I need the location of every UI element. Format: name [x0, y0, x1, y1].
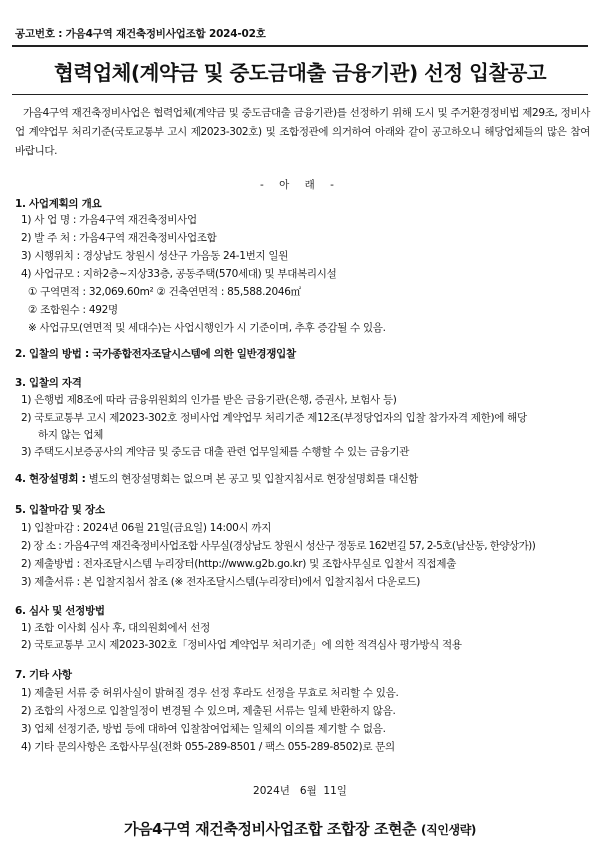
section-1-subitem: ② 조합원수 : 492명	[28, 304, 118, 316]
section-7-item: 2) 조합의 사정으로 입찰일정이 변경될 수 있으며, 제출된 서류는 일체 반환하지 않음.	[21, 705, 396, 717]
section-3-item: 2) 국토교통부 고시 제2023-302호 정비사업 계약업무 처리기준 제12조(부정당업자의 입찰 참가자격 제한)에 해당	[21, 412, 527, 424]
signatory: 가음4구역 재건축정비사업조합 조합장 조현춘	[124, 820, 417, 838]
section-4-text: 별도의 현장설명회는 없으며 본 공고 및 입찰지침서로 현장설명회를 대신함	[85, 473, 419, 485]
intro-paragraph	[15, 104, 590, 161]
section-3-item: 1) 은행법 제8조에 따라 금융위원회의 인가를 받은 금융기관(은행, 증권사, 보험사 등)	[21, 394, 397, 406]
section-5-item: 2) 제출방법 : 전자조달시스템 누리장터(http://www.g2b.go.kr) 및 조합사무실로 입찰서 직접제출	[21, 558, 457, 570]
title-bottom-rule	[12, 94, 588, 95]
section-4-label: 4. 현장설명회 :	[15, 473, 86, 485]
section-1-heading: 1. 사업계획의 개요	[15, 198, 102, 210]
section-7-item: 3) 업체 선정기준, 방법 등에 대하여 입찰참여업체는 일체의 이의를 제기할 수 없음.	[21, 723, 386, 735]
section-6-item: 1) 조합 이사회 심사 후, 대의원회에서 선정	[21, 622, 210, 634]
section-1-item: 3) 시행위치 : 경상남도 창원시 성산구 가음동 24-1번지 일원	[21, 250, 289, 262]
seal-note: (직인생략)	[421, 823, 476, 837]
section-3-item: 3) 주택도시보증공사의 계약금 및 중도금 대출 관련 업무일체를 수행할 수 있는 금융기관	[21, 446, 410, 458]
section-separator: - 아 래 -	[260, 179, 340, 191]
section-1-item: 4) 사업규모 : 지하2층~지상33층, 공동주택(570세대) 및 부대복리시설	[21, 268, 337, 280]
section-5-item: 3) 제출서류 : 본 입찰지침서 참조 (※ 전자조달시스템(누리장터)에서 입찰지침서 다운로드)	[21, 576, 421, 588]
section-1-item: 2) 발 주 처 : 가음4구역 재건축정비사업조합	[21, 232, 217, 244]
section-6-item: 2) 국토교통부 고시 제2023-302호「정비사업 계약업무 처리기준」에 의한 적격심사 평가방식 적용	[21, 639, 462, 651]
section-3-item-continued: 하지 않는 업체	[38, 429, 104, 441]
section-3-heading: 3. 입찰의 자격	[15, 377, 82, 389]
title-top-rule	[12, 45, 588, 47]
section-5-heading: 5. 입찰마감 및 장소	[15, 504, 105, 516]
section-1-subitem: ① 구역면적 : 32,069.60m² ② 건축연면적 : 85,588.2046㎡	[28, 286, 301, 298]
section-5-item: 2) 장 소 : 가음4구역 재건축정비사업조합 사무실(경상남도 창원시 성산구 정동로 162번길 57, 2-5호(남산동, 한양상가))	[21, 540, 536, 552]
notice-number: 공고번호 : 가음4구역 재건축정비사업조합 2024-02호	[15, 28, 266, 40]
intro-text: 가음4구역 재건축정비사업은 협력업체(계약금 및 중도금대출 금융기관)를 선정하기 위해 도시 및 주거환경정비법 제29조, 정비사업 계약업무 처리기준(국토교통부 고시 제2023-302호) 및 조합정관에 의거하여 아래와 같이 공고하오니 해당업체들의 많은 참여 바랍니다.	[15, 107, 590, 157]
page-title: 협력업체(계약금 및 중도금대출 금융기관) 선정 입찰공고	[54, 61, 546, 85]
section-7-item: 1) 제출된 서류 중 허위사실이 밝혀질 경우 선정 후라도 선정을 무효로 처리할 수 있음.	[21, 687, 399, 699]
section-1-note: ※ 사업규모(연면적 및 세대수)는 사업시행인가 시 기준이며, 추후 증감될 수 있음.	[28, 322, 386, 334]
section-1-item: 1) 사 업 명 : 가음4구역 재건축정비사업	[21, 214, 197, 226]
section-2-heading: 2. 입찰의 방법 : 국가종합전자조달시스템에 의한 일반경쟁입찰	[15, 348, 296, 360]
section-7-heading: 7. 기타 사항	[15, 669, 72, 681]
section-5-item: 1) 입찰마감 : 2024년 06월 21일(금요일) 14:00시 까지	[21, 522, 272, 534]
announcement-date: 2024년 6월 11일	[253, 785, 347, 797]
section-7-item: 4) 기타 문의사항은 조합사무실(전화 055-289-8501 / 팩스 055-289-8502)로 문의	[21, 741, 395, 753]
section-6-heading: 6. 심사 및 선정방법	[15, 605, 105, 617]
section-4-heading	[15, 471, 418, 486]
signature-line	[0, 818, 600, 839]
